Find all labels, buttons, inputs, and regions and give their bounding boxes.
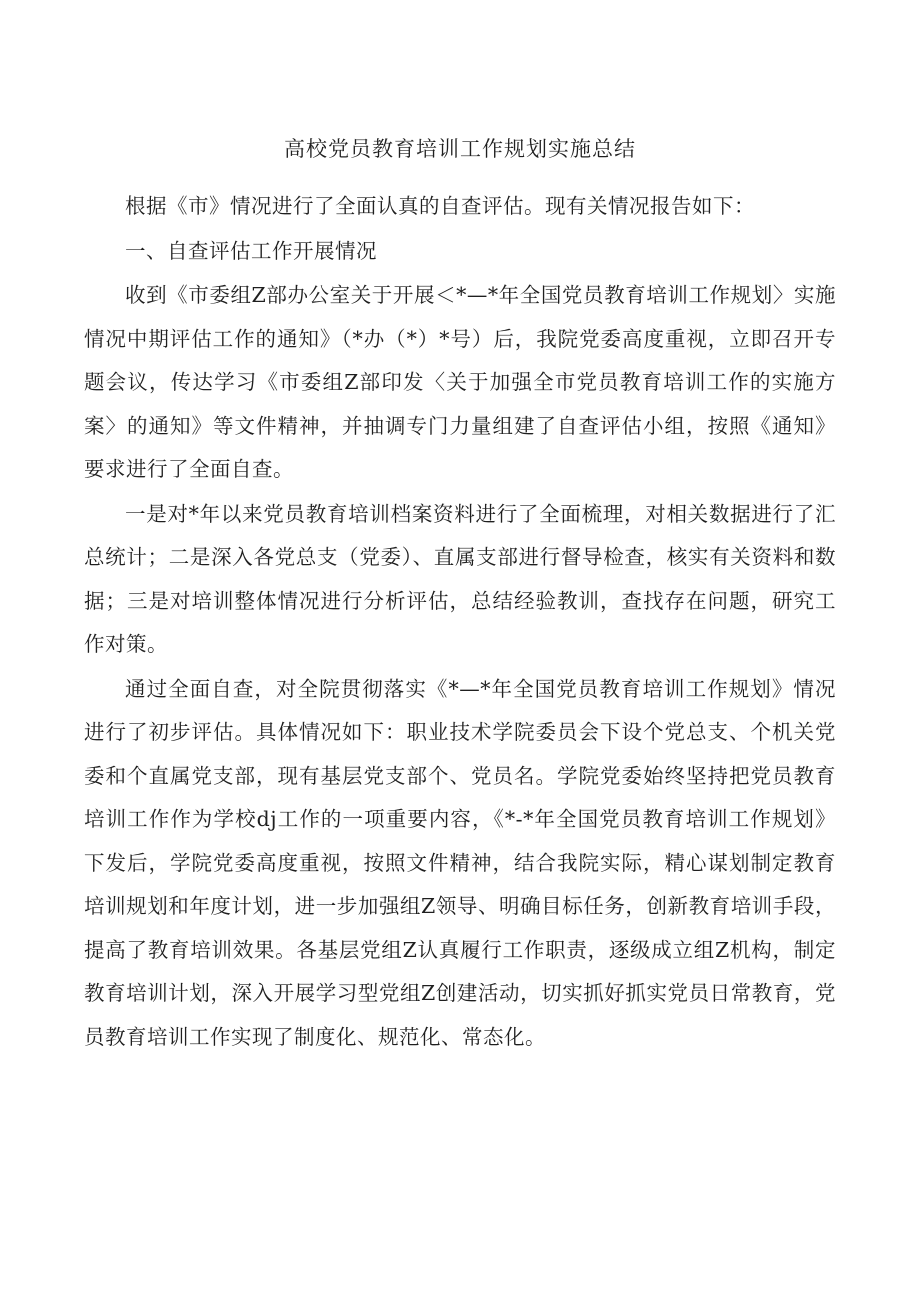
body-paragraph: 收到《市委组Z部办公室关于开展＜*—*年全国党员教育培训工作规划〉实施情况中期评估工作的通知》（*办（*）*号）后，我院党委高度重视，立即召开专题会议，传达学习《市委组Z部印发〈关于加强全市党员教育培训工作的实施方案〉的通知》等文件精神，并抽调专门力量组建了自查评估小组，按照《通知》要求进行了全面自查。 (84, 283, 836, 481)
document-body (84, 185, 836, 1059)
intro-paragraph: 根据《市》情况进行了全面认真的自查评估。现有关情况报告如下： (125, 194, 755, 218)
body-paragraph: 通过全面自查，对全院贯彻落实《*—*年全国党员教育培训工作规划》情况进行了初步评估。具体情况如下：职业技术学院委员会下设个党总支、个机关党委和个直属党支部，现有基层党支部个、党员名。学院党委始终坚持把党员教育培训工作作为学校dj工作的一项重要内容，《*-*年全国党员教育培训工作规划》下发后，学院党委高度重视，按照文件精神，结合我院实际，精心谋划制定教育培训规划和年度计划，进一步加强组Z领导、明确目标任务，创新教育培训手段，提高了教育培训效果。各基层党组Z认真履行工作职责，逐级成立组Z机构，制定教育培训计划，深入开展学习型党组Z创建活动，切实抓好抓实党员日常教育，党员教育培训工作实现了制度化、规范化、常态化。 (84, 676, 836, 1049)
section-heading: 一、自查评估工作开展情况 (125, 238, 377, 263)
body-paragraph: 一是对*年以来党员教育培训档案资料进行了全面梳理，对相关数据进行了汇总统计；二是深入各党总支（党委）、直属支部进行督导检查，核实有关资料和数据；三是对培训整体情况进行分析评估，总结经验教训，查找存在问题，研究工作对策。 (84, 501, 836, 656)
document-title: 高校党员教育培训工作规划实施总结 (284, 137, 636, 161)
